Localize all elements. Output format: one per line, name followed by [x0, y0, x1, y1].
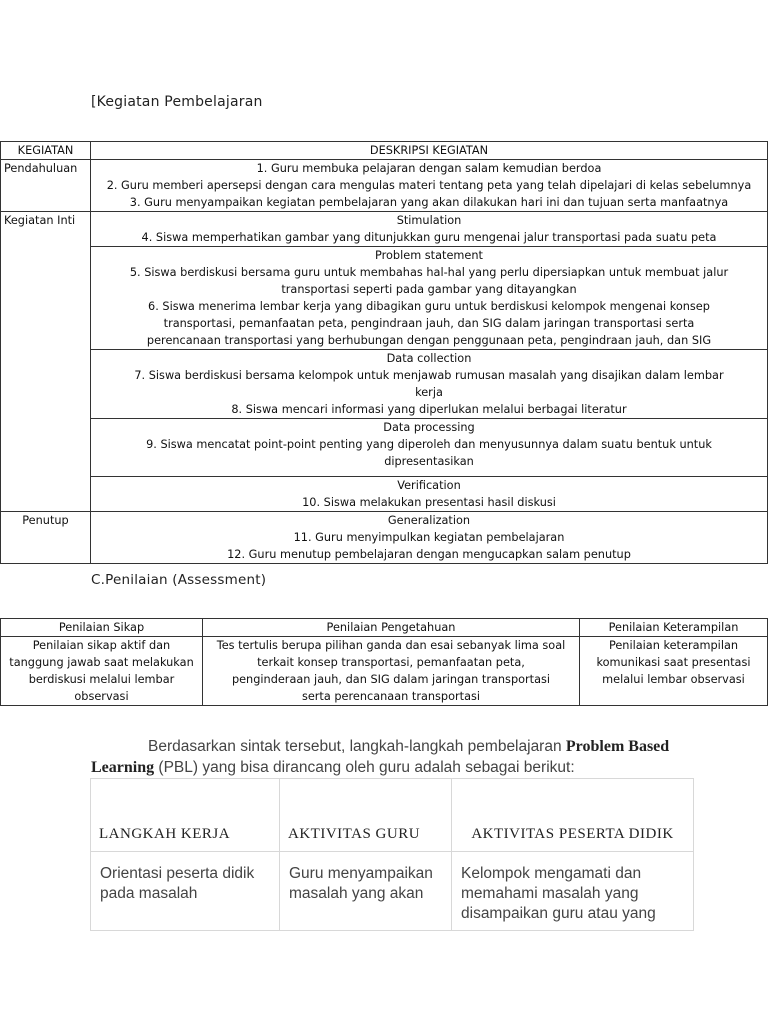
paragraph-text: (PBL) yang bisa dirancang oleh guru adalah sebagai berikut:	[154, 759, 575, 776]
cell-line: komunikasi saat presentasi	[596, 656, 751, 669]
header-kegiatan: KEGIATAN	[1, 142, 91, 160]
step-title: Data processing	[383, 421, 475, 434]
pbl-table	[90, 778, 694, 931]
cell-line: berdiskusi melalui lembar	[28, 673, 175, 686]
desc-penutup	[91, 512, 768, 564]
row-processing	[1, 419, 768, 477]
list-item: dipresentasikan	[384, 455, 474, 468]
cell-aktivitas-guru: Guru menyampaikan masalah yang akan	[280, 852, 452, 931]
header-sikap: Penilaian Sikap	[1, 619, 203, 637]
list-item: transportasi, pemanfaatan peta, pengindraan jauh, dan SIG dalam jaringan transportasi serta	[163, 317, 695, 330]
cell-line: melalui lembar observasi	[602, 673, 745, 686]
list-item: perencanaan transportasi yang berhubungan dengan penggunaan peta, pengindraan jauh, dan SIG	[146, 334, 712, 347]
cell-pengetahuan	[203, 637, 580, 706]
cell-line: observasi	[74, 690, 129, 703]
phase-inti: Kegiatan Inti	[1, 212, 91, 512]
header-keterampilan: Penilaian Keterampilan	[580, 619, 768, 637]
assessment-header	[1, 619, 768, 637]
pbl-paragraph	[91, 736, 691, 778]
cell-line: tanggung jawab saat melakukan	[9, 656, 194, 669]
cell-line: Penilaian keterampilan	[608, 639, 739, 652]
row-collection	[1, 350, 768, 419]
row-stimulation	[1, 212, 768, 247]
section-title: [Kegiatan Pembelajaran	[91, 94, 263, 110]
desc-collection	[91, 350, 768, 419]
header-aktivitas-peserta: AKTIVITAS PESERTA DIDIK	[452, 779, 694, 852]
list-item: 6. Siswa menerima lembar kerja yang dibagikan guru untuk berdiskusi kelompok mengenai konsep	[148, 300, 710, 313]
desc-stimulation	[91, 212, 768, 247]
list-item: 4. Siswa memperhatikan gambar yang ditunjukkan guru mengenai jalur transportasi pada suatu peta	[141, 231, 717, 244]
list-item: 3. Guru menyampaikan kegiatan pembelajaran yang akan dilakukan hari ini dan tujuan serta manfaatnya	[129, 196, 729, 209]
desc-problem	[91, 247, 768, 350]
cell-line: serta perencanaan transportasi	[301, 690, 481, 703]
desc-verification	[91, 477, 768, 512]
list-item: 9. Siswa mencatat point-point penting yang diperoleh dan menyusunnya dalam suatu bentuk untuk	[146, 438, 712, 451]
cell-line: Penilaian sikap aktif dan	[32, 639, 171, 652]
step-title: Generalization	[387, 514, 471, 527]
assessment-title: C.Penilaian (Assessment)	[91, 572, 267, 588]
list-item: 8. Siswa mencari informasi yang diperlukan melalui berbagai literatur	[231, 403, 627, 416]
step-title: Problem statement	[375, 249, 483, 262]
cell-line: Tes tertulis berupa pilihan ganda dan esai sebanyak lima soal	[216, 639, 566, 652]
paragraph-text: Berdasarkan sintak tersebut, langkah-langkah pembelajaran	[148, 738, 566, 755]
cell-aktivitas-peserta: Kelompok mengamati dan memahami masalah yang disampaikan guru atau yang	[452, 852, 694, 931]
cell-keterampilan	[580, 637, 768, 706]
header-langkah: LANGKAH KERJA	[91, 779, 280, 852]
step-title: Stimulation	[396, 214, 462, 227]
step-title: Verification	[397, 479, 461, 492]
list-item: 2. Guru memberi apersepsi dengan cara mengulas materi tentang peta yang telah dipelajari di kelas sebelumnya	[106, 179, 752, 192]
desc-processing	[91, 419, 768, 477]
row-verification	[1, 477, 768, 512]
assessment-table	[0, 618, 768, 706]
paragraph-bold-term: Problem Based Learning	[91, 738, 670, 776]
header-pengetahuan: Penilaian Pengetahuan	[203, 619, 580, 637]
activity-table	[0, 141, 768, 564]
desc-pendahuluan	[91, 160, 768, 212]
row-penutup	[1, 512, 768, 564]
phase-penutup: Penutup	[1, 512, 91, 564]
phase-pendahuluan: Pendahuluan	[1, 160, 91, 212]
pbl-header	[91, 779, 694, 852]
header-aktivitas-guru: AKTIVITAS GURU	[280, 779, 452, 852]
list-item: 10. Siswa melakukan presentasi hasil diskusi	[302, 496, 556, 509]
row-pendahuluan	[1, 160, 768, 212]
cell-sikap	[1, 637, 203, 706]
list-item: transportasi seperti pada gambar yang ditayangkan	[281, 283, 577, 296]
list-item: 11. Guru menyimpulkan kegiatan pembelajaran	[293, 531, 565, 544]
list-item: 1. Guru membuka pelajaran dengan salam kemudian berdoa	[256, 162, 602, 175]
cell-line: terkait konsep transportasi, pemanfaatan peta,	[257, 656, 525, 669]
header-deskripsi: DESKRIPSI KEGIATAN	[91, 142, 768, 160]
list-item: kerja	[415, 386, 443, 399]
activity-table-header	[1, 142, 768, 160]
list-item: 5. Siswa berdiskusi bersama guru untuk membahas hal-hal yang perlu dipersiapkan untuk membuat jalur	[129, 266, 729, 279]
list-item: 7. Siswa berdiskusi bersama kelompok untuk menjawab rumusan masalah yang disajikan dalam lembar	[134, 369, 724, 382]
table-row	[91, 852, 694, 931]
cell-line: penginderaan jauh, dan SIG dalam jaringan transportasi	[231, 673, 551, 686]
row-problem	[1, 247, 768, 350]
assessment-row	[1, 637, 768, 706]
step-title: Data collection	[386, 352, 472, 365]
list-item: 12. Guru menutup pembelajaran dengan mengucapkan salam penutup	[227, 548, 631, 561]
cell-langkah: Orientasi peserta didik pada masalah	[91, 852, 280, 931]
